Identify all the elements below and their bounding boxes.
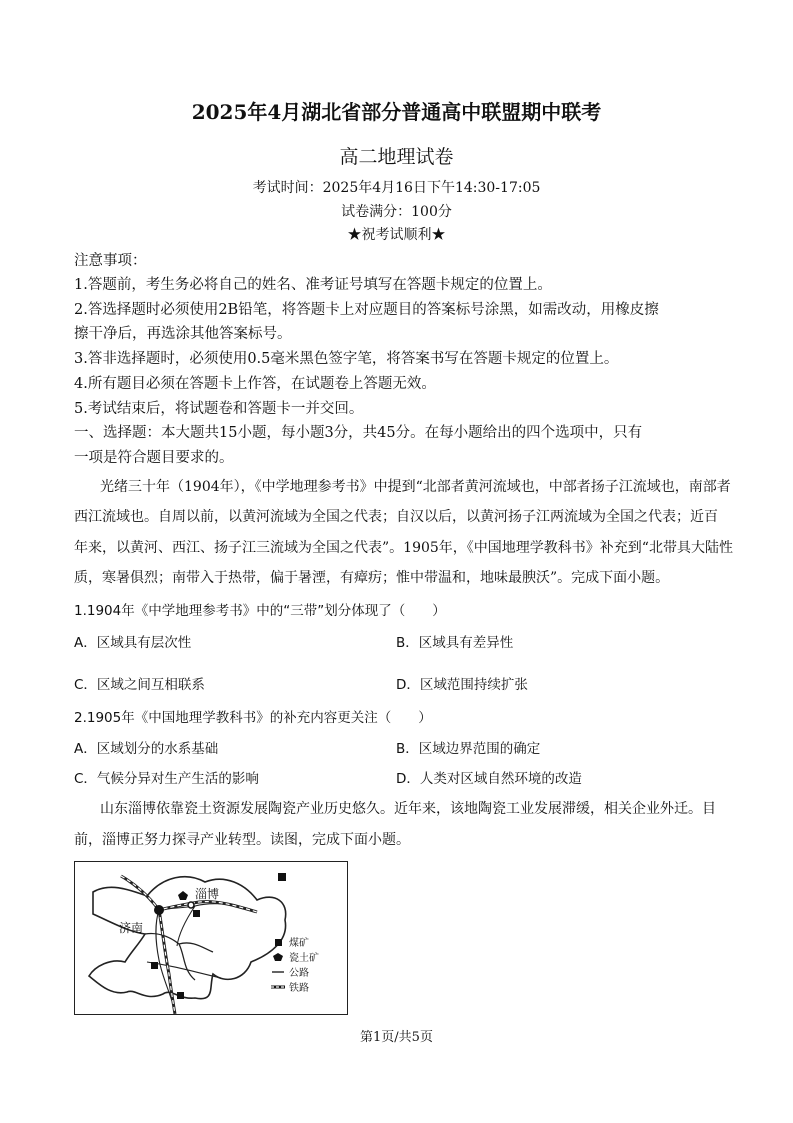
- exam-subtitle: 高二地理试卷: [339, 146, 454, 168]
- passage1-line: 西江流域也。自周以前，以黄河流域为全国之代表；自汉以后，以黄河扬子江两流域为全国之代表；近百: [74, 509, 718, 525]
- highway: [147, 962, 221, 978]
- question-1-option-c: C．区域之间互相联系: [74, 677, 205, 693]
- legend-railway-label: 铁路: [289, 983, 309, 994]
- page-footer: 第1页/共5页: [360, 1030, 433, 1045]
- question-2-option-a: A．区域划分的水系基础: [74, 741, 219, 757]
- city-jinan-dot: [154, 905, 164, 915]
- notice-item: 2.答选择题时必须使用2B铅笔，将答题卡上对应题目的答案标号涂黑，如需改动，用橡皮擦: [74, 302, 659, 318]
- railway: [121, 876, 257, 1014]
- inner-boundary: [179, 943, 213, 952]
- city-label-zibo: 淄博: [195, 887, 220, 901]
- city-label-jinan: 济南: [119, 921, 144, 935]
- question-2-option-c: C．气候分异对生产生活的影响: [74, 771, 259, 787]
- question-2-option-b: B．区域边界范围的确定: [396, 741, 541, 757]
- coal-mine-marker: [151, 962, 158, 969]
- passage2-line: 前，淄博正努力探寻产业转型。读图，完成下面小题。: [74, 832, 410, 848]
- legend-highway-label: 公路: [289, 968, 309, 979]
- notice-item: 5.考试结束后，将试题卷和答题卡一并交回。: [74, 401, 364, 417]
- notice-item: 1.答题前，考生务必将自己的姓名、准考证号填写在答题卡规定的位置上。: [74, 277, 552, 293]
- exam-time: 考试时间：2025年4月16日下午14:30-17:05: [252, 180, 541, 196]
- map-figure: [74, 861, 348, 1015]
- city-zibo-dot: [188, 902, 194, 908]
- notice-item: 4.所有题目必须在答题卡上作答，在试题卷上答题无效。: [74, 376, 436, 392]
- section-heading-cont: 一项是符合题目要求的。: [74, 450, 234, 466]
- question-1-stem: 1.1904年《中学地理参考书》中的“三带”划分体现了（ ）: [74, 603, 446, 619]
- question-2-option-d: D．人类对区域自然环境的改造: [396, 771, 582, 787]
- highway: [177, 906, 195, 946]
- passage2-line: 山东淄博依靠瓷土资源发展陶瓷产业历史悠久。近年来，该地陶瓷工业发展滞缓，相关企业外迁。目: [100, 801, 716, 817]
- notice-item: 擦干净后，再选涂其他答案标号。: [74, 326, 292, 342]
- full-score: 试卷满分：100分: [341, 204, 452, 220]
- passage1-line: 质，寒暑俱烈；南带入于热带，偏于暑湮，有瘴疠；惟中带温和，地味最腴沃”。完成下面小题。: [74, 570, 670, 586]
- legend-coal-label: 煤矿: [289, 938, 309, 949]
- question-1-option-a: A．区域具有层次性: [74, 635, 192, 651]
- coal-mine-marker: [177, 992, 184, 999]
- section-heading: 一、选择题：本大题共15小题，每小题3分，共45分。在每小题给出的四个选项中，只有: [74, 425, 643, 441]
- question-2-stem: 2.1905年《中国地理学教科书》的补充内容更关注（ ）: [74, 710, 432, 726]
- coal-mine-marker: [193, 910, 200, 917]
- legend-coal-icon: [275, 939, 282, 946]
- map-svg: [75, 862, 347, 1014]
- coal-mine-marker: [278, 873, 286, 881]
- kaolin-mine-marker: [178, 891, 188, 900]
- wish-line: ★祝考试顺利★: [347, 227, 446, 243]
- notice-heading: 注意事项：: [74, 253, 147, 269]
- legend-kaolin-icon: [273, 953, 283, 961]
- passage1-line: 年来，以黄河、西江、扬子江三流域为全国之代表”。1905年，《中国地理学教科书》补充到“北带具大陆性: [74, 540, 733, 556]
- notice-item: 3.答非选择题时，必须使用0.5毫米黑色签字笔，将答案书写在答题卡规定的位置上。: [74, 351, 619, 367]
- question-1-option-d: D．区域范围持续扩张: [396, 677, 528, 693]
- passage1-line: 光绪三十年（1904年），《中学地理参考书》中提到“北部者黄河流域也，中部者扬子江流域也，南部者: [100, 479, 731, 495]
- exam-title: 2025年4月湖北省部分普通高中联盟期中联考: [191, 100, 602, 124]
- question-1-option-b: B．区域具有差异性: [396, 635, 514, 651]
- legend-kaolin-label: 瓷土矿: [289, 953, 319, 964]
